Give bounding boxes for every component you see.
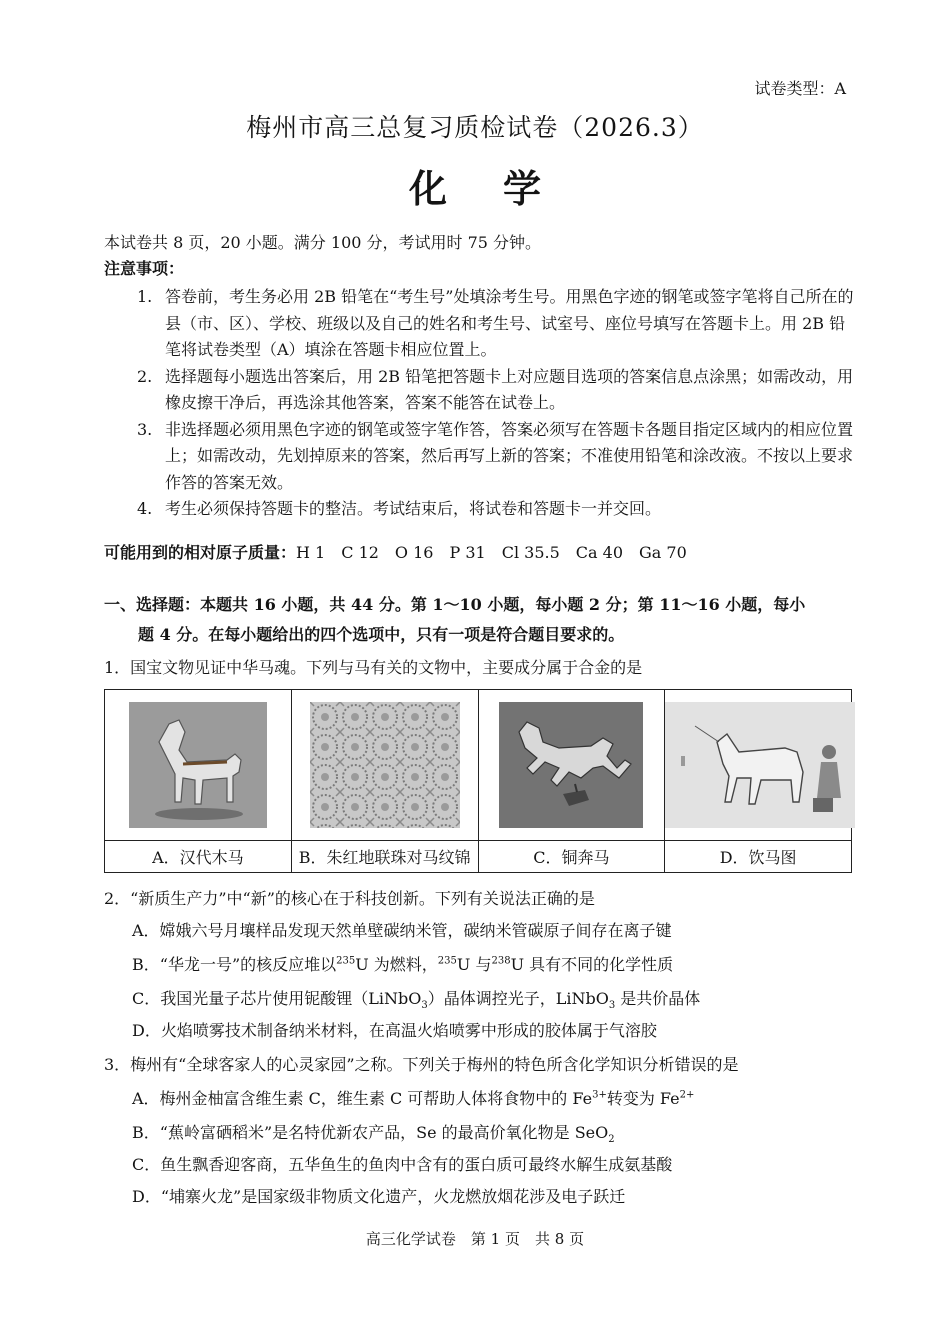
- atomic-masses: [104, 540, 687, 563]
- q2b-post: U 具有不同的化学性质: [510, 955, 674, 974]
- question-2-option-c: [132, 986, 862, 1011]
- q3a-pre: A．梅州金柚富含维生素 C，维生素 C 可帮助人体将食物中的 Fe: [132, 1089, 593, 1108]
- artifact-table: [104, 689, 852, 873]
- q3b-sub: 2: [608, 1134, 615, 1146]
- q3a-sup1: 3+: [592, 1089, 607, 1101]
- question-3-option-c: C．鱼生飘香迎客商，五华鱼生的鱼肉中含有的蛋白质可最终水解生成氨基酸: [132, 1155, 673, 1174]
- section-line2: 题 4 分。在每小题给出的四个选项中，只有一项是符合题目要求的。: [138, 625, 625, 644]
- horse-painting-image: [665, 702, 855, 828]
- subject-title: 化学: [408, 166, 597, 211]
- image-cell-b: [291, 690, 478, 841]
- notice-list: [137, 284, 857, 523]
- notice-item: [137, 417, 857, 497]
- exam-title: 梅州市高三总复习质检试卷（2026.3）: [246, 113, 704, 142]
- question-2-option-d: D．火焰喷雾技术制备纳米材料，在高温火焰喷雾中形成的胶体属于气溶胶: [132, 1021, 657, 1040]
- question-2-option-a: A．嫦娥六号月壤样品发现天然单壁碳纳米管，碳纳米管碳原子间存在离子键: [132, 921, 672, 940]
- page-footer: 高三化学试卷 第 1 页 共 8 页: [365, 1230, 585, 1248]
- q3a-mid: 转变为 Fe: [606, 1089, 680, 1108]
- notice-text: 非选择题必须用黑色字迹的钢笔或签字笔作答，答案必须写在答题卡各题目指定区域内的相应位置上；如需改动，先划掉原来的答案，然后再写上新的答案；不准使用铅笔和涂改液。不按以上要求作答的答案无效。: [165, 419, 854, 492]
- section-line1: 一、选择题：本题共 16 小题，共 44 分。第 1～10 小题，每小题 2 分；第 11～16 小题，每小: [104, 595, 806, 614]
- notice-num: 1.: [137, 287, 153, 306]
- image-cell-c: [478, 690, 665, 841]
- image-cell-a: [105, 690, 292, 841]
- notice-text: 答卷前，考生务必用 2B 铅笔在“考生号”处填涂考生号。用黑色字迹的钢笔或签字笔将自己所在的县（市、区）、学校、班级以及自己的姓名和考生号、试室号、座位号填写在答题卡上。用 2B 铅笔将试卷类型（A）填涂在答题卡相应位置上。: [165, 287, 854, 359]
- notice-item: [137, 284, 857, 364]
- notice-text: 考生必须保持答题卡的整洁。考试结束后，将试卷和答题卡一并交回。: [165, 499, 662, 518]
- q2b-sup3: 238: [491, 955, 511, 967]
- notice-text: 选择题每小题选出答案后，用 2B 铅笔把答题卡上对应题目选项的答案信息点涂黑；如需改动，用橡皮擦干净后，再选涂其他答案，答案不能答在试卷上。: [165, 366, 854, 412]
- q3b-pre: B．“蕉岭富硒稻米”是名特优新农产品，Se 的最高价氧化物是 SeO: [132, 1123, 609, 1142]
- question-2-option-b: [132, 952, 862, 975]
- option-caption-b: B．朱红地联珠对马纹锦: [291, 841, 478, 873]
- notice-heading: 注意事项：: [104, 259, 185, 278]
- atomic-masses-values: H 1 C 12 O 16 P 31 Cl 35.5 Ca 40 Ga 70: [296, 543, 687, 562]
- q2b-sup1: 235: [336, 955, 356, 967]
- q2c-mid: ）晶体调控光子，LiNbO: [427, 989, 609, 1008]
- q2c-sub1: 3: [421, 1000, 428, 1012]
- atomic-masses-label: 可能用到的相对原子质量：: [104, 543, 297, 562]
- q2c-sub2: 3: [608, 1000, 616, 1012]
- bronze-horse-image: [499, 702, 643, 828]
- option-caption-c: C．铜奔马: [478, 841, 665, 873]
- q2c-pre: C．我国光量子芯片使用铌酸锂（LiNbO: [132, 989, 422, 1008]
- image-cell-d: [665, 690, 852, 841]
- wooden-horse-image: [129, 702, 267, 828]
- q2b-pre: B．“华龙一号”的核反应堆以: [132, 955, 337, 974]
- brocade-pattern-image: [310, 702, 460, 828]
- q3a-sup2: 2+: [679, 1089, 695, 1101]
- question-3-option-b: [132, 1120, 862, 1145]
- notice-item: [137, 364, 857, 417]
- q2b-mid1: U 为燃料，: [355, 955, 438, 974]
- q2b-sup2: 235: [437, 955, 457, 967]
- q2c-post: 是共价晶体: [615, 989, 701, 1008]
- notice-num: 4.: [137, 499, 153, 518]
- question-2-stem: 2．“新质生产力”中“新”的核心在于科技创新。下列有关说法正确的是: [104, 889, 595, 908]
- option-caption-a: A．汉代木马: [105, 841, 292, 873]
- notice-num: 3.: [137, 419, 153, 439]
- notice-num: 2.: [137, 366, 153, 386]
- option-caption-d: D．饮马图: [665, 841, 852, 873]
- q2b-mid2: U 与: [456, 955, 492, 974]
- question-1-stem: 1．国宝文物见证中华马魂。下列与马有关的文物中，主要成分属于合金的是: [104, 658, 643, 677]
- question-3-option-d: D．“埔寨火龙”是国家级非物质文化遗产，火龙燃放烟花涉及电子跃迁: [132, 1187, 626, 1206]
- question-3-option-a: [132, 1086, 862, 1109]
- section-heading: [104, 590, 854, 650]
- exam-intro: 本试卷共 8 页，20 小题。满分 100 分，考试用时 75 分钟。: [104, 233, 542, 252]
- question-3-stem: 3．梅州有“全球客家人的心灵家园”之称。下列关于梅州的特色所含化学知识分析错误的是: [104, 1055, 739, 1074]
- notice-item: [137, 496, 857, 523]
- paper-type: 试卷类型：A: [754, 79, 846, 98]
